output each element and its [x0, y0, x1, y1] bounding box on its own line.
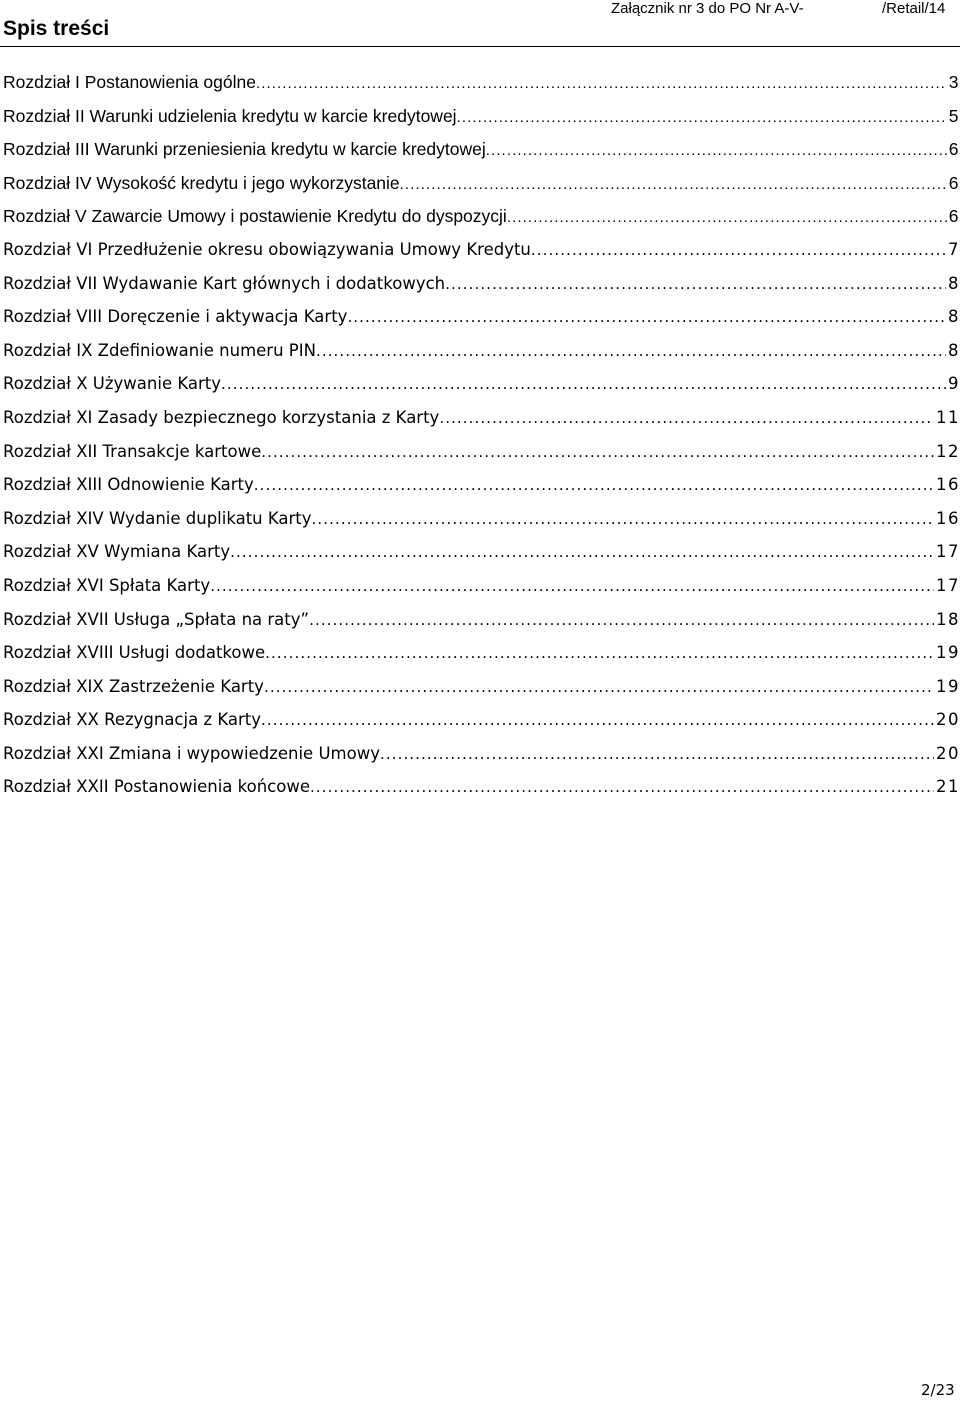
toc-entry-label: Rozdział II Warunki udzielenia kredytu w karcie kredytowej [3, 105, 457, 126]
document-reference: Załącznik nr 3 do PO Nr A-V- [611, 0, 804, 17]
toc-entry-page: 9 [948, 374, 960, 394]
toc-entry[interactable] [3, 573, 960, 607]
toc-entry[interactable] [3, 607, 960, 641]
toc-entry[interactable] [3, 539, 960, 573]
toc-dot-leader [264, 674, 934, 700]
toc-entry-label: Rozdział III Warunki przeniesienia kredytu w karcie kredytowej [3, 139, 486, 160]
toc-entry[interactable] [3, 237, 960, 271]
toc-entry[interactable] [3, 741, 960, 775]
toc-entry-page: 17 [936, 542, 960, 562]
toc-entry[interactable] [3, 472, 960, 506]
toc-entry-page: 7 [948, 239, 960, 259]
toc-dot-leader [210, 573, 934, 599]
toc-dot-leader [310, 774, 934, 800]
toc-dot-leader [230, 539, 934, 565]
toc-entry-page: 3 [948, 72, 960, 92]
toc-dot-leader [347, 304, 946, 330]
toc-entry-label: Rozdział XIII Odnowienie Karty [3, 475, 254, 495]
toc-entry-page: 17 [936, 575, 960, 595]
toc-entry[interactable] [3, 69, 960, 103]
toc-dot-leader [507, 205, 947, 231]
toc-entry-label: Rozdział XV Wymiana Karty [3, 542, 231, 562]
toc-entry[interactable] [3, 338, 960, 372]
toc-entry[interactable] [3, 103, 960, 137]
toc-entry-page: 20 [936, 743, 960, 763]
toc-entry-label: Rozdział V Zawarcie Umowy i postawienie Kredytu do dyspozycji [3, 206, 507, 227]
toc-entry[interactable] [3, 506, 960, 540]
toc-entry-page: 19 [936, 676, 960, 696]
toc-entry-page: 6 [948, 139, 960, 160]
toc-entry-page: 8 [948, 340, 960, 360]
toc-entry-page: 5 [948, 105, 960, 126]
page-number: 2/23 [921, 1381, 955, 1399]
toc-dot-leader [256, 71, 947, 97]
toc-entry-label: Rozdział VI Przedłużenie okresu obowiązywania Umowy Kredytu [3, 239, 531, 259]
toc-entry-label: Rozdział VIII Doręczenie i aktywacja Karty [3, 307, 348, 327]
toc-entry[interactable] [3, 707, 960, 741]
toc-entry-label: Rozdział IX Zdefiniowanie numeru PIN [3, 340, 316, 360]
toc-entry-page: 19 [936, 643, 960, 663]
toc-entry-label: Rozdział XX Rezygnacja z Karty [3, 710, 262, 730]
toc-entry[interactable] [3, 203, 960, 237]
toc-entry-label: Rozdział X Używanie Karty [3, 374, 221, 394]
toc-entry-page: 16 [936, 508, 960, 528]
toc-entry-label: Rozdział XXII Postanowienia końcowe [3, 777, 310, 797]
toc-entry-label: Rozdział XVIII Usługi dodatkowe [3, 643, 266, 663]
toc-entry[interactable] [3, 674, 960, 708]
toc-entry-page: 6 [948, 206, 960, 227]
toc-entry-label: Rozdział XIX Zastrzeżenie Karty [3, 676, 264, 696]
toc-entry-label: Rozdział XVII Usługa „Spłata na raty” [3, 609, 310, 629]
toc-dot-leader [439, 405, 934, 431]
page-title: Spis treści [3, 17, 110, 40]
toc-entry[interactable] [3, 439, 960, 473]
toc-dot-leader [316, 338, 946, 364]
toc-entry-label: Rozdział XXI Zmiana i wypowiedzenie Umowy [3, 743, 380, 763]
toc-entry[interactable] [3, 640, 960, 674]
toc-dot-leader [265, 640, 934, 666]
toc-entry-page: 21 [936, 777, 960, 797]
toc-dot-leader [221, 371, 946, 397]
toc-entry[interactable] [3, 774, 960, 808]
toc-entry-page: 20 [936, 710, 960, 730]
toc-dot-leader [457, 105, 947, 131]
toc-dot-leader [486, 138, 947, 164]
toc-entry-page: 16 [936, 475, 960, 495]
toc-entry-page: 12 [936, 441, 960, 461]
toc-dot-leader [254, 472, 934, 498]
toc-entry[interactable] [3, 271, 960, 305]
toc-entry-label: Rozdział XI Zasady bezpiecznego korzystania z Karty [3, 407, 440, 427]
toc-entry[interactable] [3, 136, 960, 170]
toc-entry-label: Rozdział XIV Wydanie duplikatu Karty [3, 508, 312, 528]
toc-entry-page: 11 [936, 407, 960, 427]
toc-entry[interactable] [3, 405, 960, 439]
toc-dot-leader [380, 741, 934, 767]
toc-entry-page: 8 [948, 307, 960, 327]
document-reference-suffix: /Retail/14 [882, 0, 946, 17]
toc-dot-leader [445, 271, 946, 297]
toc-dot-leader [531, 237, 946, 263]
toc-entry[interactable] [3, 170, 960, 204]
toc-entry-label: Rozdział XVI Spłata Karty [3, 575, 211, 595]
toc-dot-leader [309, 607, 934, 633]
toc-dot-leader [261, 707, 934, 733]
toc-dot-leader [400, 172, 947, 198]
toc-dot-leader [312, 506, 934, 532]
toc-entry-label: Rozdział I Postanowienia ogólne [3, 72, 256, 92]
toc-entry-page: 6 [948, 172, 960, 193]
header-divider [0, 46, 960, 47]
toc-entry-label: Rozdział XII Transakcje kartowe [3, 441, 262, 461]
toc-entry-page: 18 [936, 609, 960, 629]
table-of-contents [3, 69, 960, 808]
toc-entry-page: 8 [948, 273, 960, 293]
toc-entry[interactable] [3, 304, 960, 338]
toc-dot-leader [261, 439, 934, 465]
toc-entry[interactable] [3, 371, 960, 405]
toc-entry-label: Rozdział IV Wysokość kredytu i jego wykorzystanie [3, 172, 400, 193]
toc-entry-label: Rozdział VII Wydawanie Kart głównych i dodatkowych [3, 273, 446, 293]
